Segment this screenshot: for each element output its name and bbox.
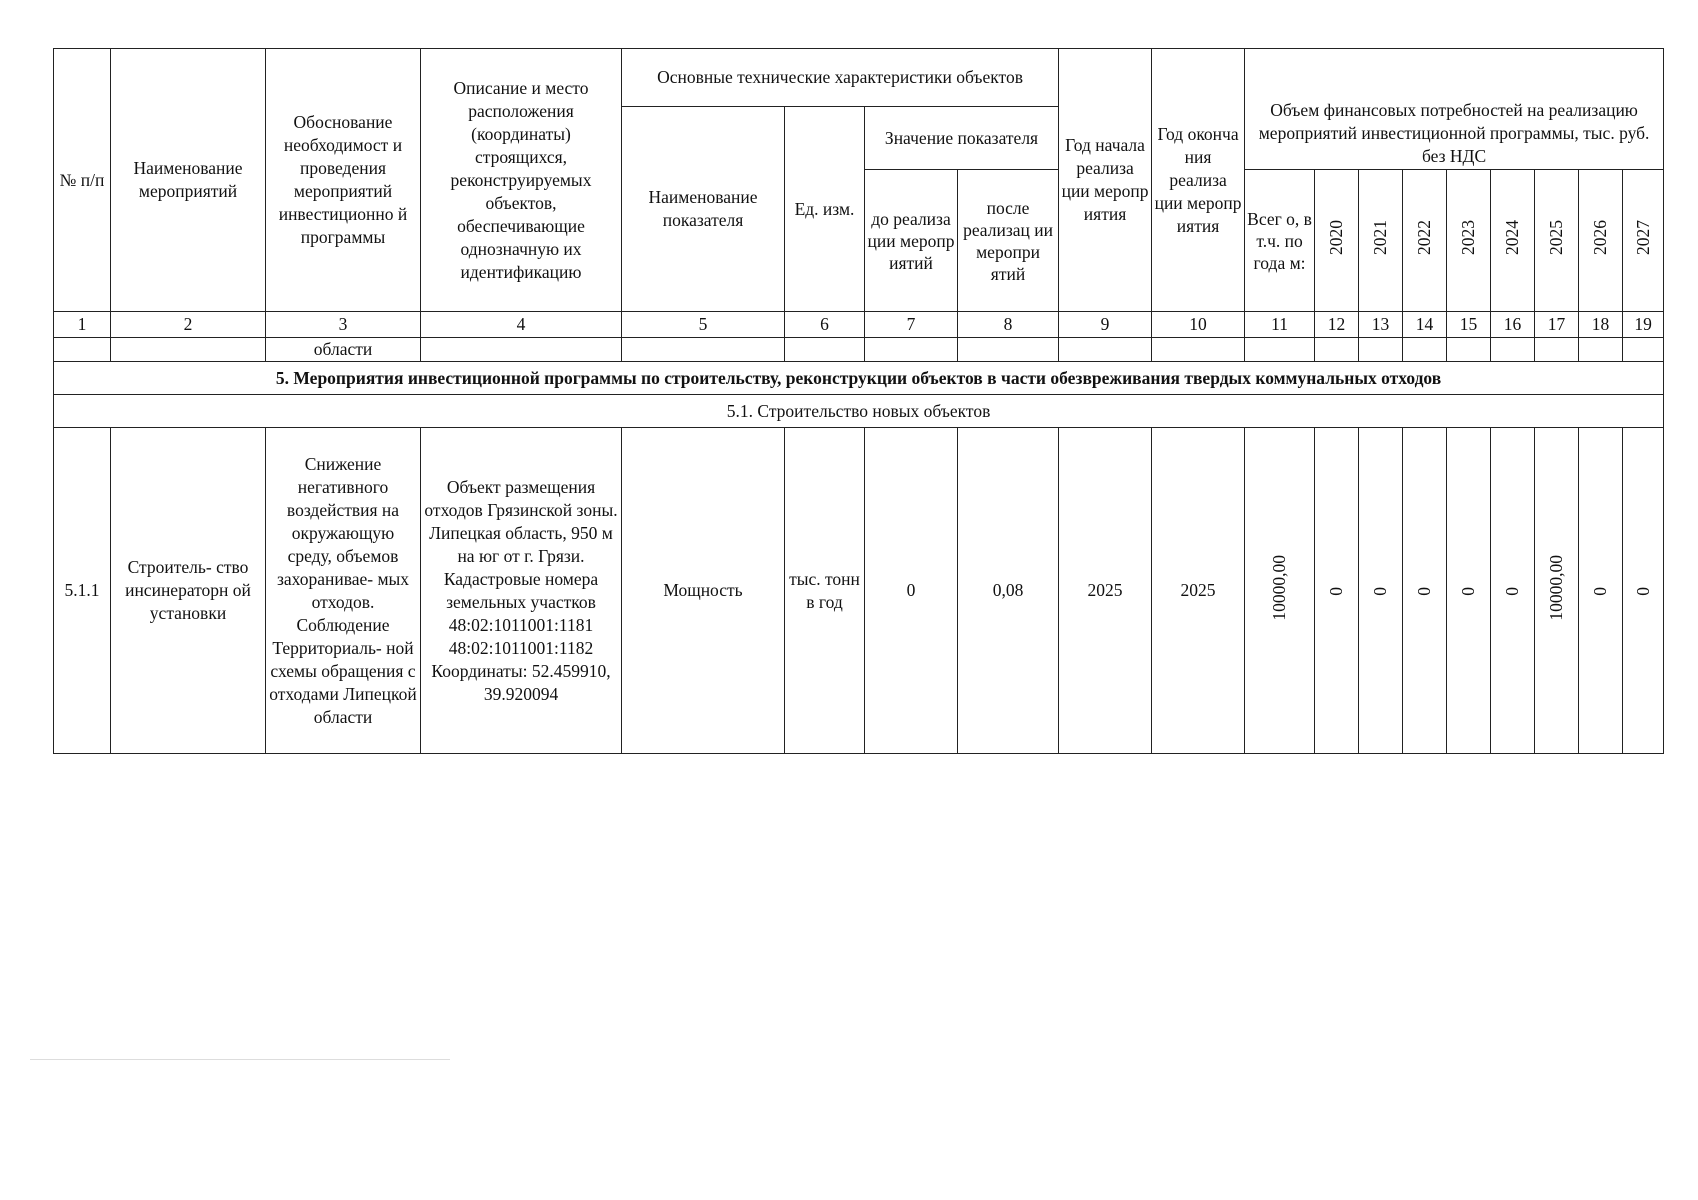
row-value-2020: 0 xyxy=(1315,428,1359,754)
row-name: Строитель- ство инсинераторн ой установки xyxy=(111,428,266,754)
subsection-title: 5.1. Строительство новых объектов xyxy=(54,395,1664,428)
row-value-2023: 0 xyxy=(1447,428,1491,754)
column-number: 11 xyxy=(1245,312,1315,338)
row-year-start: 2025 xyxy=(1059,428,1152,754)
section-row xyxy=(54,362,1664,395)
header-year-2020: 2020 xyxy=(1315,170,1359,312)
header-unit: Ед. изм. xyxy=(785,107,865,312)
header-justification: Обоснование необходимост и проведения мероприятий инвестиционно й программы xyxy=(266,49,421,312)
row-value-2021: 0 xyxy=(1359,428,1403,754)
row-total: 10000,00 xyxy=(1245,428,1315,754)
column-number: 6 xyxy=(785,312,865,338)
header-total: Всег о, в т.ч. по года м: xyxy=(1245,170,1315,312)
column-number: 18 xyxy=(1579,312,1623,338)
column-number: 2 xyxy=(111,312,266,338)
column-number: 8 xyxy=(958,312,1059,338)
header-year-2021: 2021 xyxy=(1359,170,1403,312)
row-indicator: Мощность xyxy=(622,428,785,754)
row-num: 5.1.1 xyxy=(54,428,111,754)
row-value-2026: 0 xyxy=(1579,428,1623,754)
row-value-2027: 0 xyxy=(1623,428,1664,754)
header-tech-group: Основные технические характеристики объектов xyxy=(622,49,1059,107)
scan-artifact xyxy=(30,1059,450,1060)
column-number: 5 xyxy=(622,312,785,338)
header-finance-group: Объем финансовых потребностей на реализацию мероприятий инвестиционной программы, тыс. руб. без НДС xyxy=(1245,49,1664,170)
header-year-2024: 2024 xyxy=(1491,170,1535,312)
header-num: № п/п xyxy=(54,49,111,312)
column-number: 12 xyxy=(1315,312,1359,338)
column-number: 3 xyxy=(266,312,421,338)
column-number: 15 xyxy=(1447,312,1491,338)
header-year-start: Год начала реализа ции меропр иятия xyxy=(1059,49,1152,312)
investment-program-table xyxy=(53,48,1664,754)
header-value-group: Значение показателя xyxy=(865,107,1059,170)
table-row xyxy=(54,428,1664,754)
row-value-2025: 10000,00 xyxy=(1535,428,1579,754)
row-description: Объект размещения отходов Грязинской зоны. Липецкая область, 950 м на юг от г. Грязи. Кадастровые номера земельных участков 48:02:1011001:1181 48:02:1011001:1182 Координаты: 52.459910, 39.920094 xyxy=(421,428,622,754)
row-year-end: 2025 xyxy=(1152,428,1245,754)
column-number: 13 xyxy=(1359,312,1403,338)
row-unit: тыс. тонн в год xyxy=(785,428,865,754)
header-year-end: Год оконча ния реализа ции меропр иятия xyxy=(1152,49,1245,312)
subsection-row xyxy=(54,395,1664,428)
column-numbers-row xyxy=(54,312,1664,338)
row-before: 0 xyxy=(865,428,958,754)
column-number: 16 xyxy=(1491,312,1535,338)
header-year-2023: 2023 xyxy=(1447,170,1491,312)
header-after: после реализац ии меропри ятий xyxy=(958,170,1059,312)
header-year-2025: 2025 xyxy=(1535,170,1579,312)
column-number: 1 xyxy=(54,312,111,338)
header-indicator-name: Наименование показателя xyxy=(622,107,785,312)
column-number: 17 xyxy=(1535,312,1579,338)
row-justification: Снижение негативного воздействия на окружающую среду, объемов захоранивае- мых отходов. Соблюдение Территориаль- ной схемы обращения с отходами Липецкой области xyxy=(266,428,421,754)
section-title: 5. Мероприятия инвестиционной программы по строительству, реконструкции объектов в части обезвреживания твердых коммунальных отходов xyxy=(54,362,1664,395)
column-number: 7 xyxy=(865,312,958,338)
row-after: 0,08 xyxy=(958,428,1059,754)
header-description: Описание и место расположения (координаты) строящихся, реконструируемых объектов, обеспечивающие однозначную их идентификацию xyxy=(421,49,622,312)
carryover-row xyxy=(54,338,1664,362)
header-year-2026: 2026 xyxy=(1579,170,1623,312)
header-name: Наименование мероприятий xyxy=(111,49,266,312)
column-number: 4 xyxy=(421,312,622,338)
column-number: 9 xyxy=(1059,312,1152,338)
header-year-2027: 2027 xyxy=(1623,170,1664,312)
column-number: 10 xyxy=(1152,312,1245,338)
header-before: до реализа ции меропр иятий xyxy=(865,170,958,312)
header-year-2022: 2022 xyxy=(1403,170,1447,312)
carryover-text: области xyxy=(266,338,421,362)
column-number: 19 xyxy=(1623,312,1664,338)
column-number: 14 xyxy=(1403,312,1447,338)
row-value-2024: 0 xyxy=(1491,428,1535,754)
row-value-2022: 0 xyxy=(1403,428,1447,754)
